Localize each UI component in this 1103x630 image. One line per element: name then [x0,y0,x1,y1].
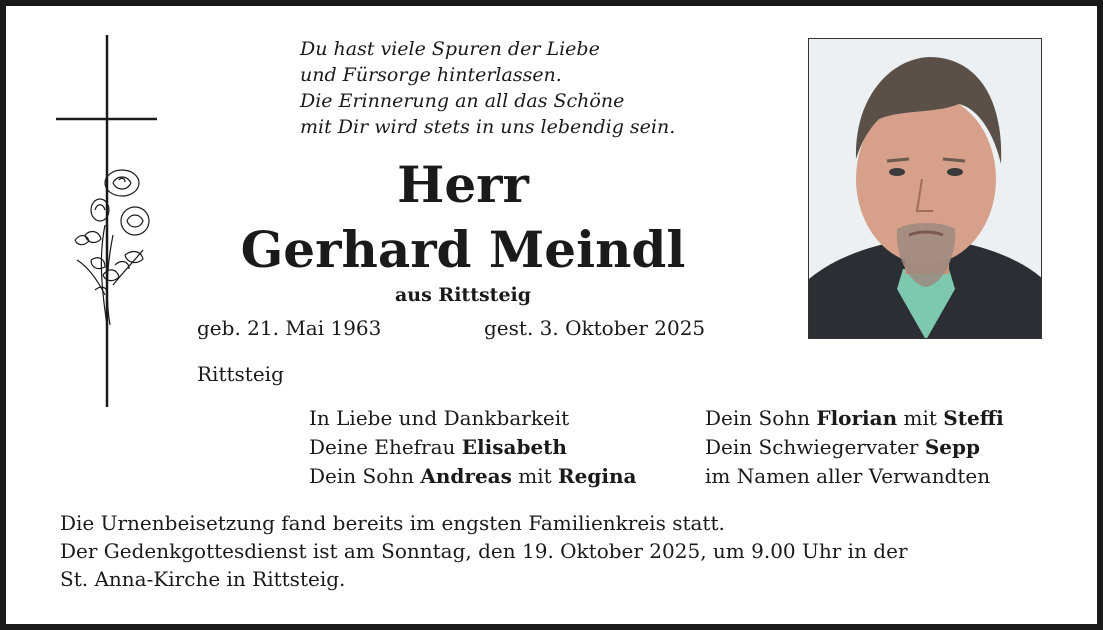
mourners-text: Dein Sohn [705,406,817,430]
notice-line: Der Gedenkgottesdienst ist am Sonntag, den 19. Oktober 2025, um 9.00 Uhr in der [60,539,908,563]
mourner-name: Sepp [924,435,980,459]
notice-line: St. Anna-Kirche in Rittsteig. [60,567,346,591]
mourners-line [309,404,636,433]
death-date: gest. 3. Oktober 2025 [484,316,706,340]
portrait-photo [808,38,1042,339]
verse-line: Du hast viele Spuren der Liebe [300,38,600,60]
mourner-name: Regina [558,464,637,488]
mourners-text: Dein Sohn [309,464,421,488]
mourners-text: mit [897,406,944,430]
birth-date: geb. 21. Mai 1963 [197,316,382,340]
verse-block [300,36,675,140]
mourner-name: Elisabeth [461,435,567,459]
mourners-line [705,404,1004,433]
funeral-notice [60,509,908,593]
mourners-line [309,433,636,462]
verse-line: und Fürsorge hinterlassen. [300,64,562,86]
mourners-line [705,462,1004,491]
cross-with-roses-icon [55,35,165,415]
notice-line: Die Urnenbeisetzung fand bereits im engsten Familienkreis statt. [60,511,725,535]
mourners-right [705,404,1004,491]
mourners-text: mit [511,464,559,488]
residence: Rittsteig [197,362,284,386]
salutation: Herr [397,155,529,214]
mourners-left [309,404,636,491]
mourners-text: Deine Ehefrau [309,435,462,459]
mourners-line [705,433,1004,462]
mourners-text: In Liebe und Dankbarkeit [309,406,570,430]
origin: aus Rittsteig [394,284,532,306]
mourners-line [309,462,636,491]
portrait-icon [809,39,1042,339]
mourners-text: Dein Schwiegervater [705,435,925,459]
mourners-text: im Namen aller Verwandten [705,464,991,488]
mourner-name: Andreas [420,464,512,488]
mourner-name: Steffi [943,406,1004,430]
verse-line: mit Dir wird stets in uns lebendig sein. [300,116,676,138]
mourner-name: Florian [816,406,898,430]
deceased-name: Gerhard Meindl [240,220,686,279]
verse-line: Die Erinnerung an all das Schöne [300,90,625,112]
